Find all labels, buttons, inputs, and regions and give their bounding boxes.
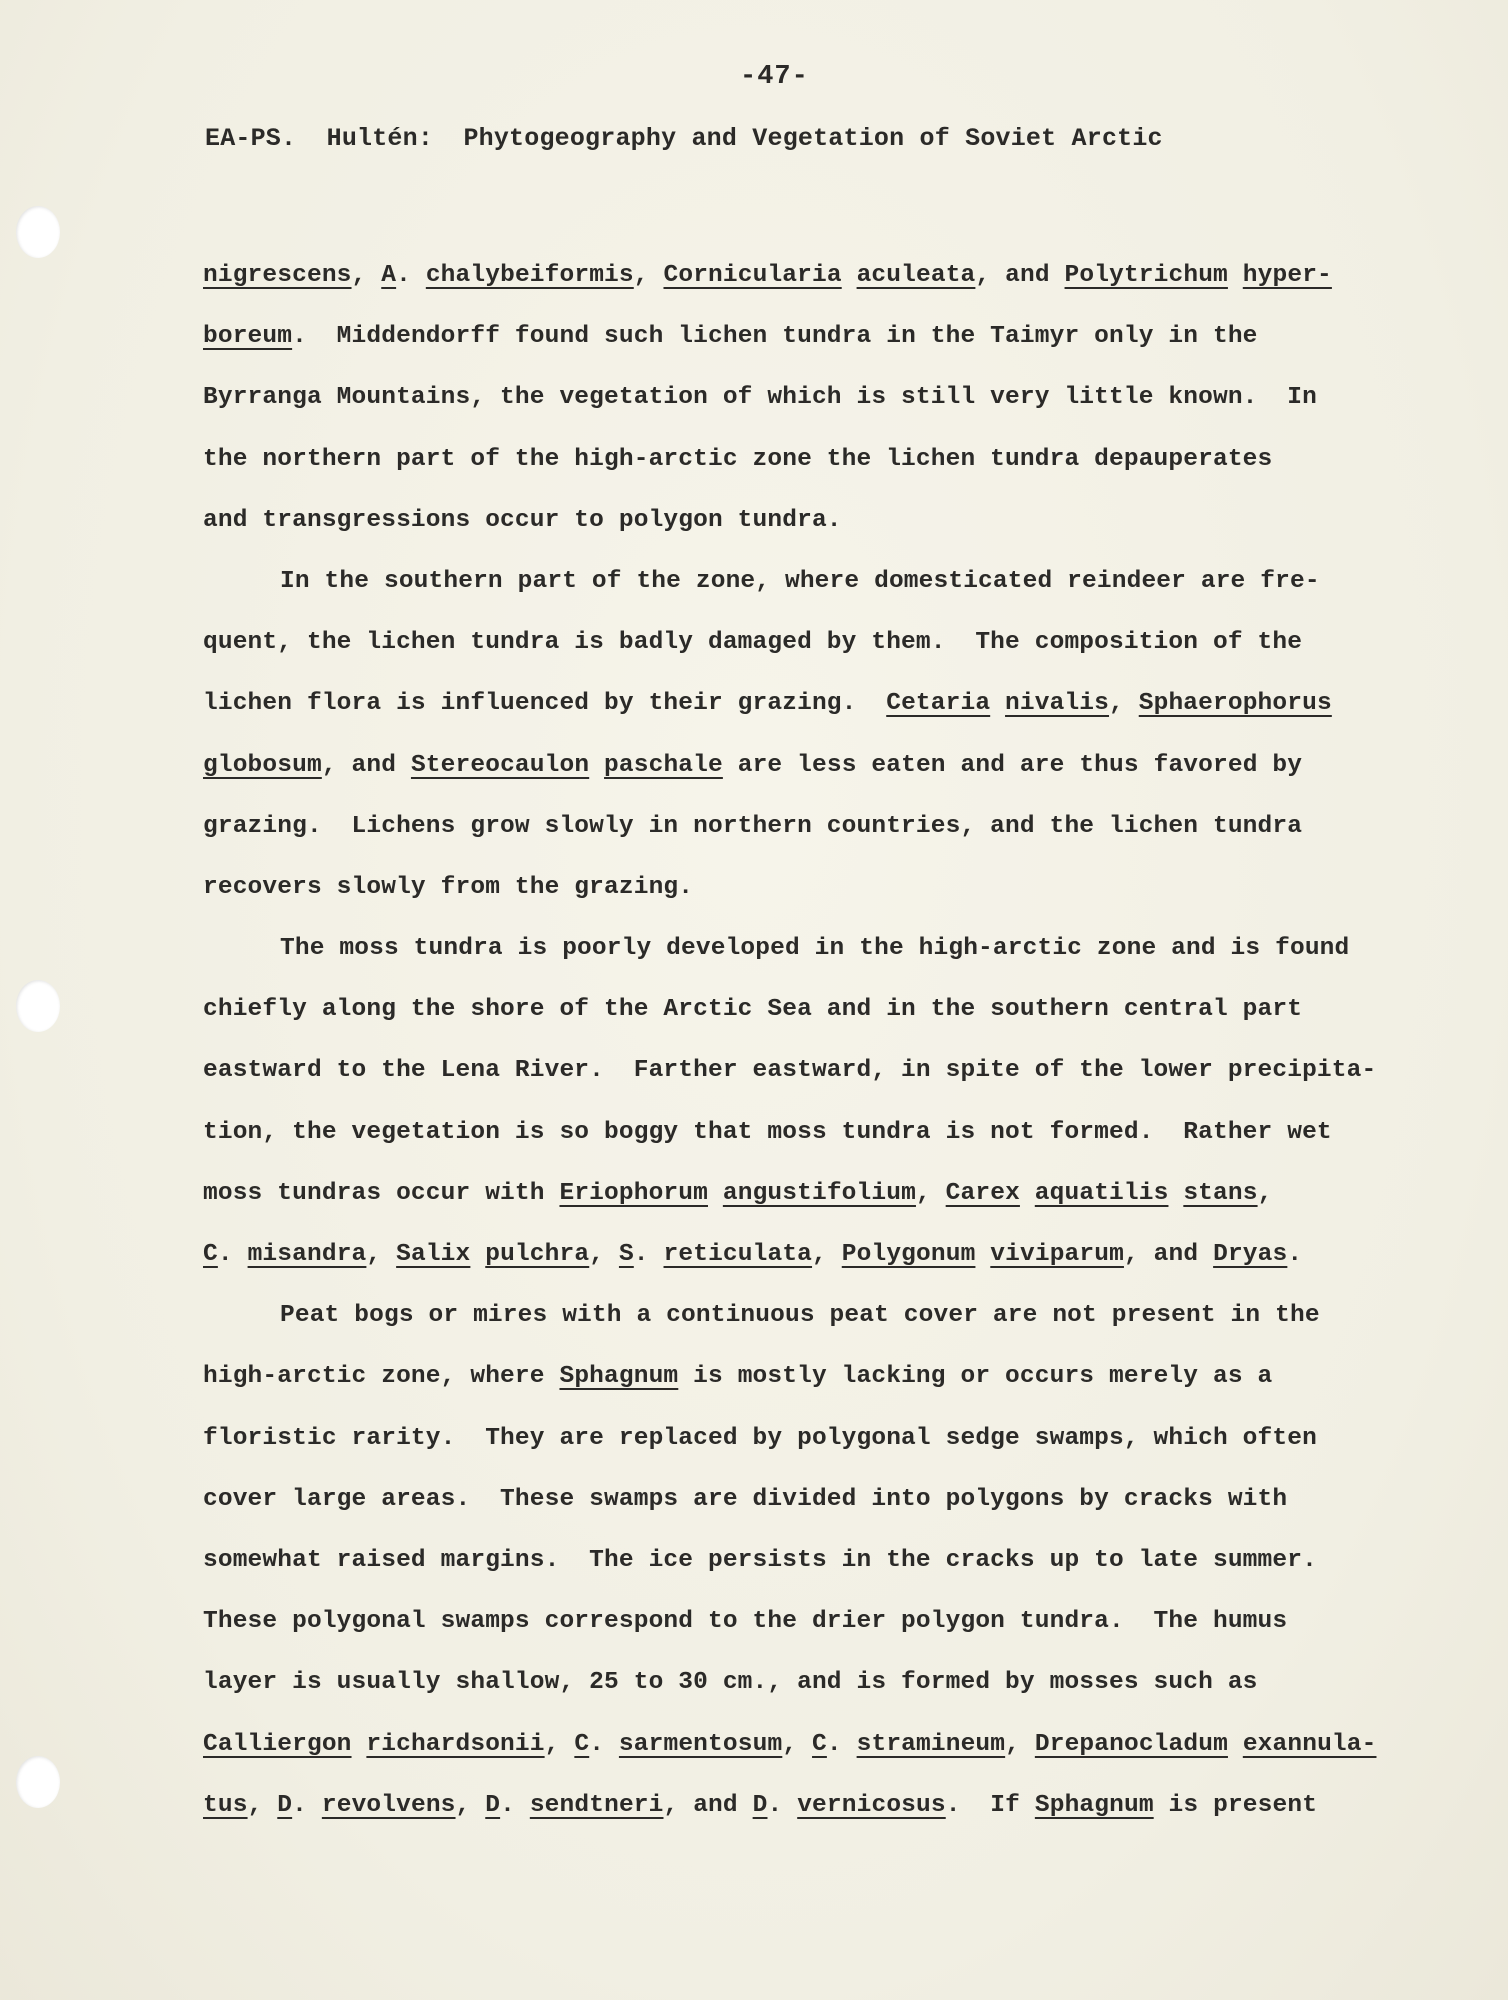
text-segment: , bbox=[366, 1241, 397, 1268]
text-segment bbox=[842, 262, 857, 289]
text-segment bbox=[1228, 1731, 1243, 1758]
text-line bbox=[203, 1469, 1403, 1530]
text-segment: , bbox=[544, 1730, 575, 1758]
text-segment: The moss tundra is poorly developed in the high-arctic zone and is found bbox=[280, 935, 1350, 963]
text-segment: . Middendorff found such lichen tundra in the Taimyr only in the bbox=[292, 323, 1258, 351]
underlined-taxon: aculeata bbox=[856, 262, 976, 289]
underlined-taxon: C bbox=[574, 1730, 590, 1758]
underlined-taxon: Sphagnum bbox=[1034, 1791, 1154, 1819]
text-segment: . bbox=[1287, 1241, 1303, 1268]
underlined-taxon: S bbox=[618, 1241, 634, 1268]
underlined-taxon: boreum bbox=[203, 323, 293, 351]
underlined-taxon: revolvens bbox=[321, 1791, 456, 1819]
underlined-taxon: viviparum bbox=[990, 1241, 1124, 1268]
text-segment bbox=[470, 1241, 485, 1268]
underlined-taxon: A bbox=[381, 262, 397, 289]
text-segment: eastward to the Lena River. Farther eastward, in spite of the lower precipita- bbox=[203, 1057, 1377, 1085]
underlined-taxon: richardsonii bbox=[366, 1730, 545, 1758]
underlined-taxon: misandra bbox=[247, 1241, 367, 1268]
text-segment: In the southern part of the zone, where domesticated reindeer are fre- bbox=[280, 567, 1320, 595]
text-line bbox=[203, 306, 1403, 367]
text-segment: , and bbox=[321, 751, 411, 779]
text-line bbox=[203, 1102, 1403, 1163]
underlined-taxon: Drepanocladum bbox=[1034, 1730, 1228, 1758]
text-segment: . bbox=[767, 1791, 798, 1819]
underlined-taxon: Sphagnum bbox=[559, 1363, 679, 1391]
text-segment: . bbox=[396, 262, 426, 289]
underlined-taxon: Carex bbox=[945, 1179, 1020, 1207]
underlined-taxon: angustifolium bbox=[722, 1179, 916, 1207]
text-segment bbox=[990, 690, 1005, 717]
text-line bbox=[203, 245, 1403, 306]
text-line bbox=[203, 979, 1403, 1040]
text-line bbox=[203, 796, 1403, 857]
text-segment: chiefly along the shore of the Arctic Sea and in the southern central part bbox=[203, 996, 1303, 1024]
underlined-taxon: Eriophorum bbox=[559, 1179, 708, 1207]
underlined-taxon: Polygonum bbox=[841, 1241, 976, 1268]
text-segment: lichen flora is influenced by their grazing. bbox=[203, 690, 887, 718]
underlined-taxon: pulchra bbox=[485, 1241, 590, 1268]
text-segment: , and bbox=[1123, 1241, 1214, 1268]
text-segment: These polygonal swamps correspond to the drier polygon tundra. The humus bbox=[203, 1608, 1288, 1636]
text-segment: is present bbox=[1153, 1791, 1318, 1819]
underlined-taxon: C bbox=[203, 1241, 218, 1268]
text-line bbox=[203, 1652, 1403, 1713]
text-segment: , bbox=[915, 1179, 946, 1207]
underlined-taxon: exannula- bbox=[1242, 1730, 1377, 1758]
text-line bbox=[203, 1285, 1403, 1346]
text-segment: , bbox=[1257, 1179, 1273, 1207]
text-line bbox=[203, 1714, 1403, 1775]
punch-hole bbox=[16, 980, 60, 1032]
punch-hole bbox=[16, 206, 60, 258]
underlined-taxon: Cornicularia bbox=[663, 262, 842, 289]
underlined-taxon: hyper- bbox=[1242, 262, 1332, 289]
text-segment: and transgressions occur to polygon tundra. bbox=[203, 506, 842, 534]
text-segment: , bbox=[1005, 1730, 1035, 1758]
text-segment: is mostly lacking or occurs merely as a bbox=[678, 1363, 1273, 1391]
text-segment: , bbox=[455, 1791, 486, 1819]
text-segment: , bbox=[589, 1241, 619, 1268]
underlined-taxon: sarmentosum bbox=[618, 1730, 783, 1758]
text-segment bbox=[1168, 1180, 1183, 1207]
text-segment: , bbox=[633, 262, 664, 289]
text-segment bbox=[975, 1241, 990, 1268]
text-segment bbox=[708, 1180, 723, 1207]
underlined-taxon: D bbox=[485, 1791, 501, 1819]
text-segment: Peat bogs or mires with a continuous peat cover are not present in the bbox=[280, 1302, 1320, 1330]
text-segment: the northern part of the high-arctic zone the lichen tundra depauperates bbox=[203, 445, 1273, 473]
text-segment bbox=[1020, 1180, 1035, 1207]
text-segment: , and bbox=[975, 262, 1065, 289]
underlined-taxon: chalybeiformis bbox=[425, 262, 634, 289]
underlined-taxon: aquatilis bbox=[1034, 1179, 1169, 1207]
text-line bbox=[203, 1040, 1403, 1101]
underlined-taxon: stramineum bbox=[856, 1730, 1006, 1758]
text-segment: , and bbox=[663, 1791, 753, 1819]
text-line bbox=[203, 1224, 1403, 1285]
text-segment: grazing. Lichens grow slowly in northern countries, and the lichen tundra bbox=[203, 812, 1303, 840]
text-line bbox=[203, 1408, 1403, 1469]
underlined-taxon: nigrescens bbox=[203, 262, 352, 289]
text-segment: layer is usually shallow, 25 to 30 cm., and is formed by mosses such as bbox=[203, 1669, 1258, 1697]
underlined-taxon: sendtneri bbox=[529, 1791, 664, 1819]
underlined-taxon: D bbox=[752, 1791, 768, 1819]
body-text bbox=[203, 245, 1403, 1836]
underlined-taxon: vernicosus bbox=[797, 1791, 946, 1819]
underlined-taxon: Cetaria bbox=[886, 690, 991, 718]
text-line bbox=[203, 918, 1403, 979]
text-segment: recovers slowly from the grazing. bbox=[203, 873, 694, 901]
underlined-taxon: Dryas bbox=[1213, 1241, 1288, 1268]
underlined-taxon: Calliergon bbox=[203, 1730, 352, 1758]
underlined-taxon: Polytrichum bbox=[1064, 262, 1228, 289]
underlined-taxon: paschale bbox=[604, 751, 723, 779]
text-segment: tion, the vegetation is so boggy that moss tundra is not formed. Rather wet bbox=[203, 1118, 1332, 1146]
text-line bbox=[203, 857, 1403, 918]
text-segment: , bbox=[1109, 690, 1139, 718]
underlined-taxon: tus bbox=[203, 1791, 248, 1819]
text-segment: , bbox=[782, 1730, 813, 1758]
underlined-taxon: Salix bbox=[396, 1241, 471, 1268]
text-line bbox=[203, 429, 1403, 490]
underlined-taxon: globosum bbox=[203, 751, 322, 779]
text-line bbox=[203, 1530, 1403, 1591]
text-line bbox=[203, 367, 1403, 428]
text-line bbox=[203, 1346, 1403, 1407]
text-segment: , bbox=[351, 262, 382, 289]
text-segment: are less eaten and are thus favored by bbox=[722, 751, 1303, 779]
text-line bbox=[203, 1163, 1403, 1224]
running-header: EA-PS. Hultén: Phytogeography and Vegetation of Soviet Arctic bbox=[205, 124, 1163, 153]
underlined-taxon: stans bbox=[1183, 1179, 1258, 1207]
underlined-taxon: Stereocaulon bbox=[410, 751, 590, 779]
text-segment: . If bbox=[945, 1791, 1035, 1819]
text-segment: . bbox=[633, 1241, 664, 1268]
underlined-taxon: D bbox=[277, 1791, 293, 1819]
text-segment: . bbox=[589, 1730, 619, 1758]
text-segment bbox=[589, 752, 604, 779]
text-segment: . bbox=[292, 1791, 322, 1819]
underlined-taxon: reticulata bbox=[663, 1241, 813, 1268]
text-segment: , bbox=[812, 1241, 842, 1268]
underlined-taxon: C bbox=[812, 1730, 827, 1758]
text-line bbox=[203, 551, 1403, 612]
text-segment: floristic rarity. They are replaced by polygonal sedge swamps, which often bbox=[203, 1424, 1317, 1452]
text-segment: moss tundras occur with bbox=[203, 1179, 560, 1207]
text-line bbox=[203, 490, 1403, 551]
text-line bbox=[203, 612, 1403, 673]
text-segment bbox=[1228, 262, 1243, 289]
text-segment: , bbox=[247, 1791, 278, 1819]
text-segment: somewhat raised margins. The ice persists in the cracks up to late summer. bbox=[203, 1546, 1317, 1574]
punch-hole bbox=[16, 1756, 60, 1808]
text-line bbox=[203, 673, 1403, 734]
text-segment: Byrranga Mountains, the vegetation of which is still very little known. In bbox=[203, 384, 1317, 412]
text-segment: . bbox=[826, 1730, 857, 1758]
text-segment: cover large areas. These swamps are divided into polygons by cracks with bbox=[203, 1485, 1288, 1513]
text-segment: . bbox=[217, 1241, 248, 1268]
underlined-taxon: nivalis bbox=[1005, 690, 1110, 718]
text-line bbox=[203, 1775, 1403, 1836]
underlined-taxon: Sphaerophorus bbox=[1138, 690, 1332, 718]
text-segment: quent, the lichen tundra is badly damaged by them. The composition of the bbox=[203, 629, 1303, 657]
text-line bbox=[203, 1591, 1403, 1652]
text-segment: high-arctic zone, where bbox=[203, 1363, 560, 1391]
text-line bbox=[203, 735, 1403, 796]
text-segment bbox=[352, 1731, 367, 1758]
text-segment: . bbox=[500, 1791, 530, 1819]
page-number: -47- bbox=[740, 62, 809, 92]
